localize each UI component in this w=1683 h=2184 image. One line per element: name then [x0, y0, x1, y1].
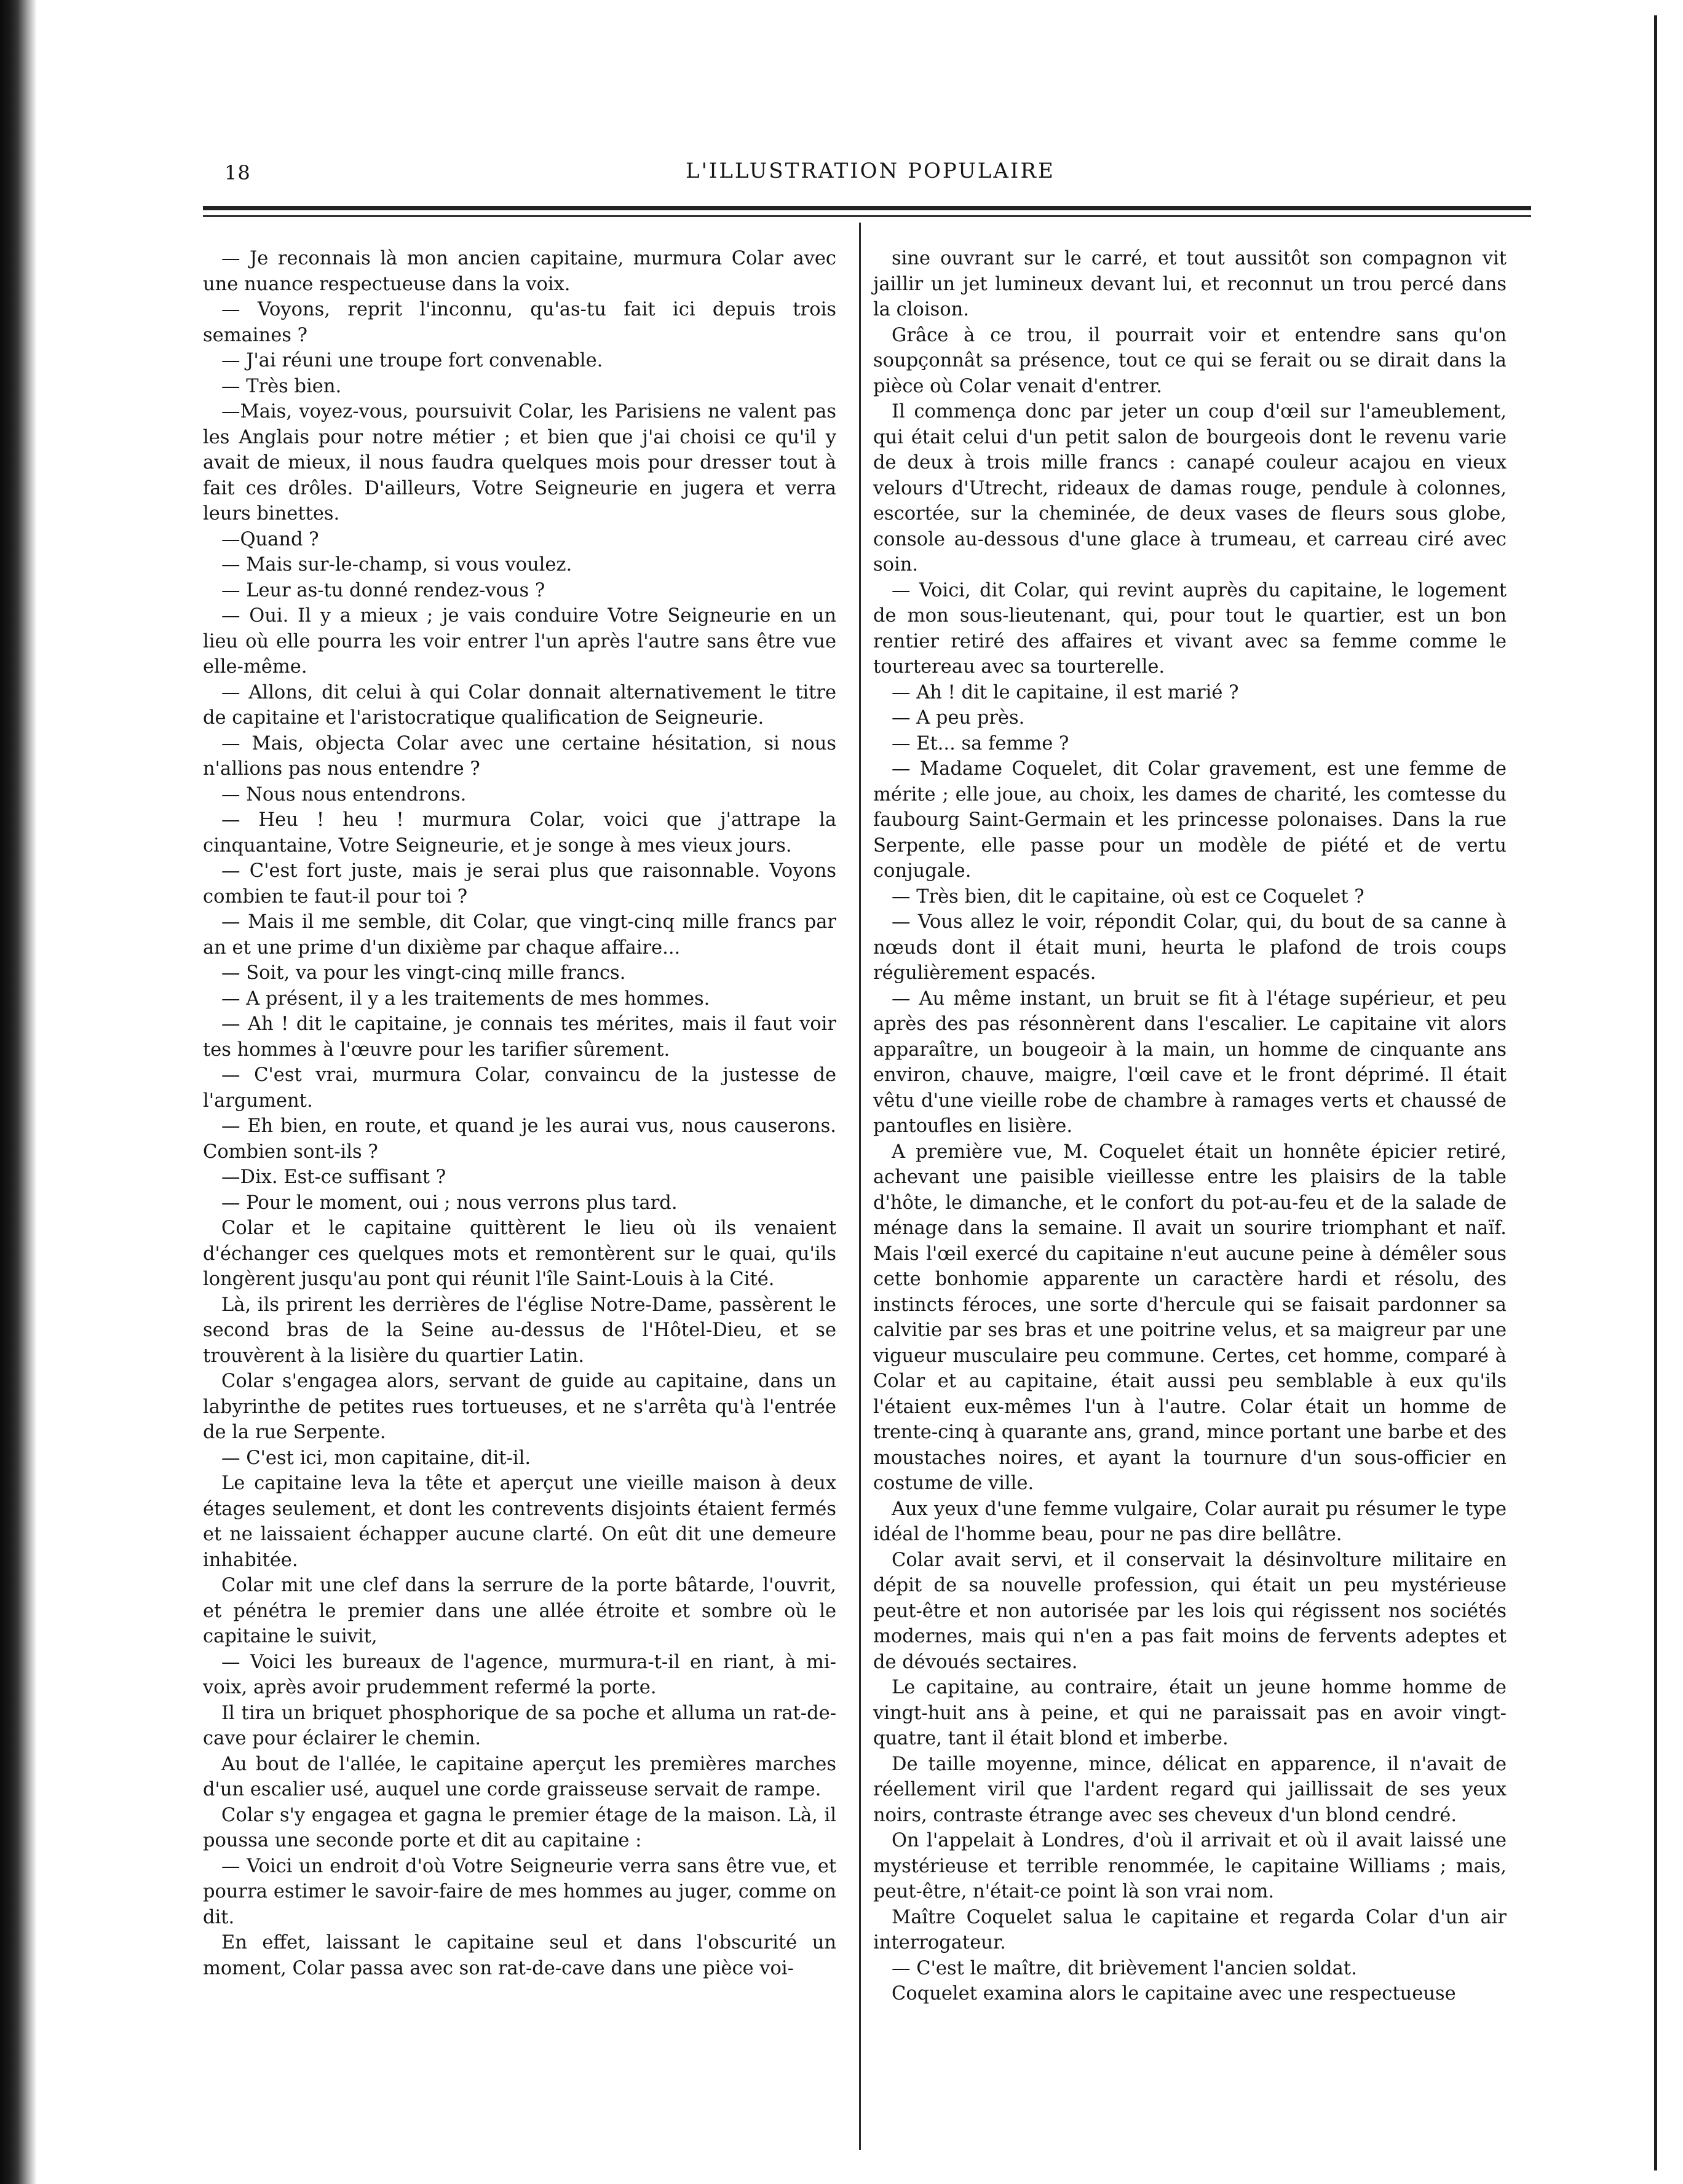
paragraph: Colar avait servi, et il conservait la désinvolture militaire en dépit de sa nouvelle profession, qui était un peu mystérieuse peut-être et non autorisée par les lois qui régissent nos sociétés modernes, mais qui n'en a pas fait moins de fervents adeptes et de dévoués sectaires. — [873, 1549, 1507, 1673]
paragraph: — Très bien, dit le capitaine, où est ce Coquelet ? — [892, 885, 1364, 908]
paragraph: — Mais, objecta Colar avec une certaine hésitation, si nous n'allions pas nous entendre ? — [203, 732, 836, 780]
paragraph: sine ouvrant sur le carré, et tout aussitôt son compagnon vit jaillir un jet lumineux devant lui, et reconnut un trou percé dans la cloison. — [873, 248, 1507, 320]
paragraph: — C'est le maître, dit brièvement l'ancien soldat. — [892, 1957, 1357, 1979]
paragraph: — A présent, il y a les traitements de mes hommes. — [221, 987, 710, 1010]
text-column-right — [873, 246, 1507, 2007]
scan-edge-right-line — [1654, 15, 1657, 2170]
text-column-left — [203, 246, 836, 1981]
paragraph: — Mais il me semble, dit Colar, que vingt-cinq mille francs par an et une prime d'un dixième par chaque affaire... — [203, 911, 836, 959]
paragraph: — Vous allez le voir, répondit Colar, qui, du bout de sa canne à nœuds dont il était muni, heurta le plafond de trois coups régulièrement espacés. — [873, 911, 1507, 984]
paragraph: —Quand ? — [221, 528, 319, 550]
paragraph: Aux yeux d'une femme vulgaire, Colar aurait pu résumer le type idéal de l'homme beau, pour ne pas dire bellâtre. — [873, 1498, 1507, 1545]
paragraph: — Et... sa femme ? — [892, 732, 1069, 754]
paragraph: — Ah ! dit le capitaine, il est marié ? — [892, 681, 1239, 703]
paragraph: — Leur as-tu donné rendez-vous ? — [221, 579, 545, 601]
paragraph: — Je reconnais là mon ancien capitaine, murmura Colar avec une nuance respectueuse dans la voix. — [203, 248, 836, 295]
paragraph: Au bout de l'allée, le capitaine aperçut les premières marches d'un escalier usé, auquel une corde graisseuse servait de rampe. — [203, 1753, 836, 1800]
paragraph: Colar mit une clef dans la serrure de la porte bâtarde, l'ouvrit, et pénétra le premier dans une allée étroite et sombre où le capitaine le suivit, — [203, 1575, 836, 1647]
paragraph: Colar et le capitaine quittèrent le lieu où ils venaient d'échanger ces quelques mots et remontèrent sur le quai, qu'ils longèrent jusqu'au pont qui réunit l'île Saint-Louis à la Cité. — [203, 1217, 836, 1290]
paragraph: — Voici un endroit d'où Votre Seigneurie verra sans être vue, et pourra estimer le savoir-faire de mes hommes au juger, comme on dit. — [203, 1855, 836, 1928]
paragraph: — Voyons, reprit l'inconnu, qu'as-tu fait ici depuis trois semaines ? — [203, 299, 836, 346]
header-rule-thick — [203, 206, 1531, 210]
paragraph: — C'est vrai, murmura Colar, convaincu de la justesse de l'argument. — [203, 1064, 836, 1112]
paragraph: En effet, laissant le capitaine seul et dans l'obscurité un moment, Colar passa avec son rat-de-cave dans une pièce voi- — [203, 1932, 836, 1979]
paragraph: —Mais, voyez-vous, poursuivit Colar, les Parisiens ne valent pas les Anglais pour notre métier ; et bien que j'ai choisi ce qu'il y avait de mieux, il nous faudra quelques mois pour dresser tout à fait ces drôles. D'ailleurs, Votre Seigneurie en jugera et verra leurs binettes. — [203, 401, 836, 524]
paragraph: Grâce à ce trou, il pourrait voir et entendre sans qu'on soupçonnât sa présence, tout ce qui se ferait ou se dirait dans la pièce où Colar venait d'entrer. — [873, 324, 1507, 397]
paragraph: De taille moyenne, mince, délicat en apparence, il n'avait de réellement viril que l'ardent regard qui jaillissait de ses yeux noirs, contraste étrange avec ses cheveux d'un blond cendré. — [873, 1753, 1507, 1826]
paragraph: — Voici les bureaux de l'agence, murmura-t-il en riant, à mi-voix, après avoir prudemment refermé la porte. — [203, 1651, 836, 1698]
paragraph: Il tira un briquet phosphorique de sa poche et alluma un rat-de-cave pour éclairer le chemin. — [203, 1702, 836, 1749]
paragraph: — J'ai réuni une troupe fort convenable. — [221, 350, 603, 371]
paragraph: — C'est fort juste, mais je serai plus que raisonnable. Voyons combien te faut-il pour toi ? — [203, 860, 836, 908]
paragraph: — A peu près. — [892, 707, 1025, 729]
paragraph: Le capitaine leva la tête et aperçut une vieille maison à deux étages seulement, et dont les contrevents disjoints étaient fermés et ne laissaient échapper aucune clarté. On eût dit une demeure inhabitée. — [203, 1473, 836, 1571]
paragraph: — Oui. Il y a mieux ; je vais conduire Votre Seigneurie en un lieu où elle pourra les voir entrer l'un après l'autre sans être vue elle-même. — [203, 605, 836, 678]
page-number: 18 — [224, 161, 251, 184]
paragraph: — Nous nous entendrons. — [221, 783, 467, 805]
paragraph: —Dix. Est-ce suffisant ? — [221, 1166, 446, 1188]
paragraph: On l'appelait à Londres, d'où il arrivait et où il avait laissé une mystérieuse et terrible renommée, le capitaine Williams ; mais, peut-être, n'était-ce point là son vrai nom. — [873, 1830, 1507, 1902]
paragraph: Colar s'engagea alors, servant de guide au capitaine, dans un labyrinthe de petites rues tortueuses, et ne s'arrêta qu'à l'entrée de la rue Serpente. — [203, 1371, 836, 1443]
paragraph: — Heu ! heu ! murmura Colar, voici que j'attrape la cinquantaine, Votre Seigneurie, et je songe à mes vieux jours. — [203, 809, 836, 857]
paragraph: — C'est ici, mon capitaine, dit-il. — [221, 1447, 531, 1469]
paragraph: Maître Coquelet salua le capitaine et regarda Colar d'un air interrogateur. — [873, 1906, 1507, 1953]
paragraph: — Eh bien, en route, et quand je les aurai vus, nous causerons. Combien sont-ils ? — [203, 1115, 836, 1163]
paragraph: A première vue, M. Coquelet était un honnête épicier retiré, achevant une paisible vieillesse entre les plaisirs de la table d'hôte, le dimanche, et le confort du pot-au-feu et de la salade de ménage dans la semaine. Il avait un sourire triomphant et naïf. Mais l'œil exercé du capitaine n'eut aucune peine à démêler sous cette bonhomie apparente un caractère hardi et résolu, des instincts féroces, une sorte d'hercule qui se faisait pardonner sa calvitie par ses bras et une poitrine velus, et sa maigreur par une vigueur musculaire peu commune. Certes, cet homme, comparé à Colar et au capitaine, était aussi peu semblable à eux qu'ils l'étaient eux-mêmes l'un à l'autre. Colar était un homme de trente-cinq à quarante ans, grand, mince portant une barbe et des moustaches noires, et ayant la tournure d'un sous-officier en costume de ville. — [873, 1141, 1507, 1494]
paragraph: Coquelet examina alors le capitaine avec une respectueuse — [892, 1983, 1456, 2004]
column-divider — [859, 223, 861, 2150]
paragraph: — Très bien. — [221, 375, 342, 397]
paragraph: — Pour le moment, oui ; nous verrons plus tard. — [221, 1192, 678, 1214]
header-rule-thin — [203, 215, 1531, 217]
paragraph: — Au même instant, un bruit se fit à l'étage supérieur, et peu après des pas résonnèrent dans l'escalier. Le capitaine vit alors apparaître, un bougeoir à la main, un homme de cinquante ans environ, chauve, maigre, l'œil cave et le front déprimé. Il était vêtu d'une vieille robe de chambre à ramages verts et chaussé de pantoufles en lisière. — [873, 987, 1507, 1137]
paragraph: Là, ils prirent les derrières de l'église Notre-Dame, passèrent le second bras de la Seine au-dessus de l'Hôtel-Dieu, et se trouvèrent à la lisière du quartier Latin. — [203, 1294, 836, 1367]
paragraph: — Voici, dit Colar, qui revint auprès du capitaine, le logement de mon sous-lieutenant, qui, pour tout le quartier, est un bon rentier retiré des affaires et vivant avec sa femme comme le tourtereau avec sa tourterelle. — [873, 579, 1507, 678]
running-head-title: L'ILLUSTRATION POPULAIRE — [686, 159, 1055, 183]
paragraph: — Allons, dit celui à qui Colar donnait alternativement le titre de capitaine et l'aristocratique qualification de Seigneurie. — [203, 681, 836, 729]
scan-edge-shadow — [0, 0, 37, 2184]
paragraph: Il commença donc par jeter un coup d'œil sur l'ameublement, qui était celui d'un petit salon de bourgeois dont le revenu varie de deux à trois mille francs : canapé couleur acajou en vieux velours d'Utrecht, rideaux de damas rouge, pendule à colonnes, escortée, sur la cheminée, de deux vases de fleurs sous globe, console au-dessous d'une glace à trumeau, et carreau ciré avec soin. — [873, 401, 1507, 576]
paragraph: — Ah ! dit le capitaine, je connais tes mérites, mais il faut voir tes hommes à l'œuvre pour les tarifier sûrement. — [203, 1013, 836, 1061]
paragraph: — Madame Coquelet, dit Colar gravement, est une femme de mérite ; elle joue, au choix, les dames de charité, les comtesse du faubourg Saint-Germain et les princesse polonaises. Dans la rue Serpente, elle passe pour un modèle de piété et de vertu conjugale. — [873, 758, 1507, 882]
paragraph: — Soit, va pour les vingt-cinq mille francs. — [221, 962, 626, 984]
paragraph: — Mais sur-le-champ, si vous voulez. — [221, 554, 572, 576]
paragraph: Colar s'y engagea et gagna le premier étage de la maison. Là, il poussa une seconde porte et dit au capitaine : — [203, 1804, 836, 1851]
paragraph: Le capitaine, au contraire, était un jeune homme homme de vingt-huit ans à peine, et qui ne paraissait pas en avoir vingt-quatre, tant il était blond et imberbe. — [873, 1677, 1507, 1749]
